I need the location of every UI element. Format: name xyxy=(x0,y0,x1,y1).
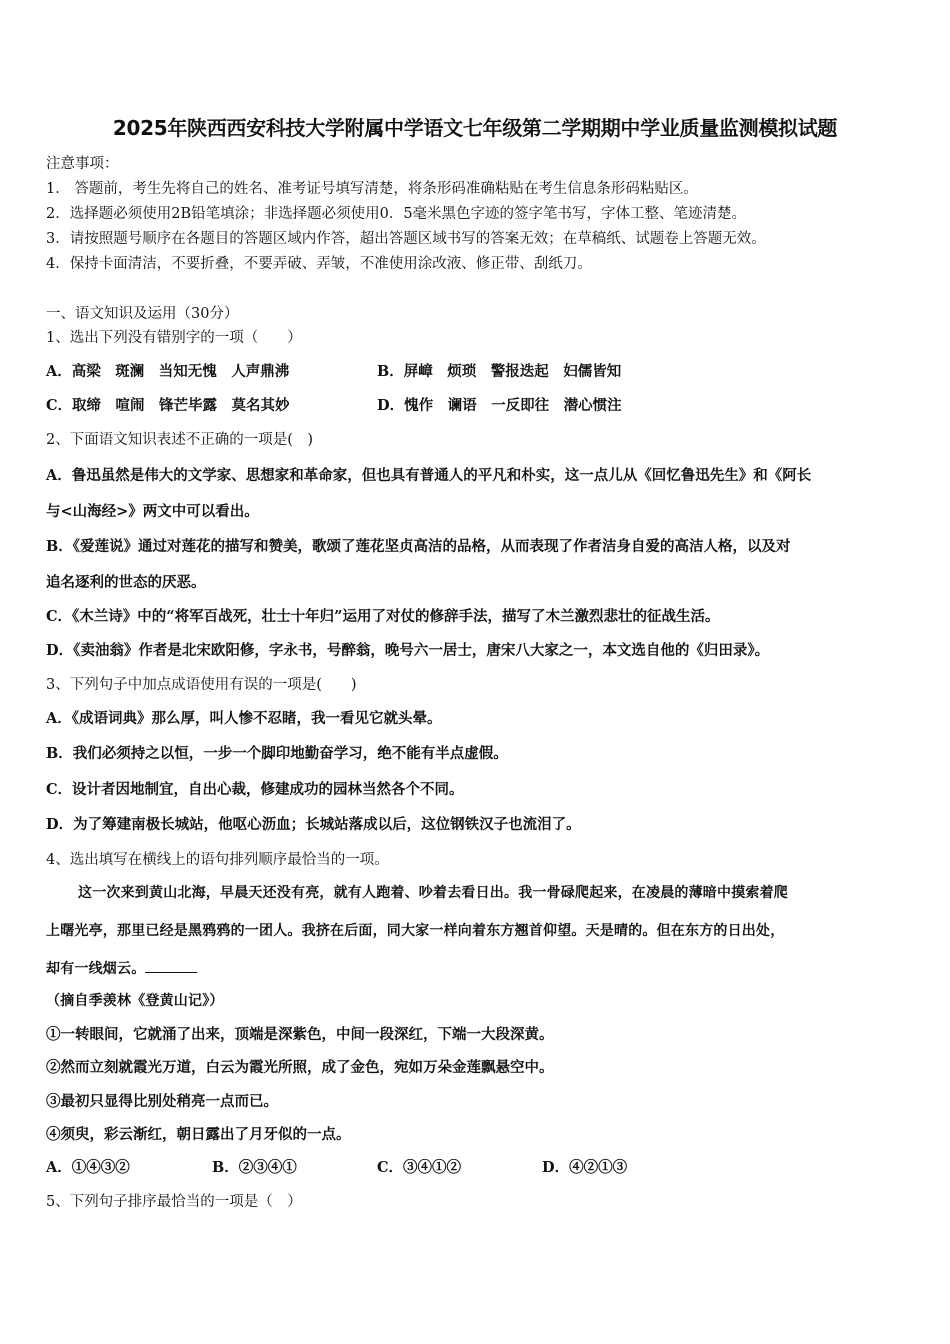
q3-option-a: A．《成语词典》那么厚，叫人惨不忍睹，我一看见它就头晕。 xyxy=(46,710,442,727)
q1-option-b: B．屏嶂 烦琐 警报迭起 妇儒皆知 xyxy=(377,363,622,380)
page-title: 2025年陕西西安科技大学附属中学语文七年级第二学期期中学业质量监测模拟试题 xyxy=(112,116,838,140)
q4-stem: 4、选出填写在横线上的语句排列顺序最恰当的一项。 xyxy=(46,852,389,868)
q4-sentence-4: ④须臾，彩云渐红，朝日露出了月牙似的一点。 xyxy=(46,1126,351,1143)
q3-option-d: D．为了筹建南极长城站，他呕心沥血；长城站落成以后，这位钢铁汉子也流泪了。 xyxy=(46,816,581,833)
q3-stem: 3、下列句子中加点成语使用有误的一项是( ) xyxy=(46,677,357,693)
q1-option-a: A．高梁 斑澜 当知无愧 人声鼎沸 xyxy=(46,363,290,380)
q4-passage-line1: 这一次来到黄山北海，早晨天还没有亮，就有人跑着、吵着去看日出。我一骨碌爬起来，在凌晨的薄暗中摸索着爬 xyxy=(78,885,788,901)
section-heading: 一、语文知识及运用（30分） xyxy=(46,306,239,322)
q2-option-a-line1: A．鲁迅虽然是伟大的文学家、思想家和革命家，但也具有普通人的平凡和朴实，这一点儿从《回忆鲁迅先生》和《阿长 xyxy=(46,467,812,484)
notice-item-1: 1． 答题前，考生先将自己的姓名、准考证号填写清楚，将条形码准确粘贴在考生信息条形码粘贴区。 xyxy=(46,181,698,197)
notice-item-2: 2．选择题必须使用2B铅笔填涂；非选择题必须使用0．5毫米黑色字迹的签字笔书写，字体工整、笔迹清楚。 xyxy=(46,206,747,222)
q2-option-b-line2: 追名逐利的世态的厌恶。 xyxy=(46,574,206,591)
q4-source: （摘自季羡林《登黄山记》） xyxy=(46,993,224,1009)
q4-option-c: C．③④①② xyxy=(377,1159,462,1176)
notice-item-4: 4．保持卡面清洁，不要折叠，不要弄破、弄皱，不准使用涂改液、修正带、刮纸刀。 xyxy=(46,256,592,272)
q2-option-b-line1: B．《爱莲说》通过对莲花的描写和赞美，歌颂了莲花坚贞高洁的品格，从而表现了作者洁身自爱的高洁人格，以及对 xyxy=(46,538,791,555)
q3-option-b: B．我们必须持之以恒，一步一个脚印地勤奋学习，绝不能有半点虚假。 xyxy=(46,745,508,762)
q4-option-d: D．④②①③ xyxy=(542,1159,628,1176)
q4-sentence-3: ③最初只显得比别处稍亮一点而已。 xyxy=(46,1093,278,1110)
q3-option-c: C．设计者因地制宜，自出心裁，修建成功的园林当然各个不同。 xyxy=(46,781,464,798)
q4-passage-line3: 却有一线烟云。 xyxy=(46,958,197,978)
q4-sentence-2: ②然而立刻就霞光万道，白云为霞光所照，成了金色，宛如万朵金莲飘悬空中。 xyxy=(46,1059,554,1076)
q4-passage-line2: 上曙光亭，那里已经是黑鸦鸦的一团人。我挤在后面，同大家一样向着东方翘首仰望。天是晴的。但在东方的日出处， xyxy=(46,923,785,939)
q1-option-c: C．取缔 喧闹 锋芒毕露 莫名其妙 xyxy=(46,397,290,414)
q4-sentence-1: ①一转眼间，它就涌了出来，顶端是深紫色，中间一段深红，下端一大段深黄。 xyxy=(46,1026,554,1043)
q5-stem: 5、下列句子排序最恰当的一项是（ ） xyxy=(46,1194,302,1210)
answer-blank xyxy=(145,960,197,973)
notice-item-3: 3．请按照题号顺序在各题目的答题区域内作答，超出答题区域书写的答案无效；在草稿纸、试题卷上答题无效。 xyxy=(46,231,766,247)
q4-option-a: A．①④③② xyxy=(46,1159,130,1176)
q4-option-b: B．②③④① xyxy=(212,1159,297,1176)
q2-option-a-line2: 与<山海经>》两文中可以看出。 xyxy=(46,503,259,520)
q2-stem: 2、下面语文知识表述不正确的一项是( ) xyxy=(46,432,314,448)
q2-option-c: C．《木兰诗》中的“将军百战死，壮士十年归”运用了对仗的修辞手法，描写了木兰激烈悲壮的征战生活。 xyxy=(46,608,720,625)
q2-option-d: D．《卖油翁》作者是北宋欧阳修，字永书，号醉翁，晚号六一居士，唐宋八大家之一，本文选自他的《归田录》。 xyxy=(46,642,770,659)
q1-stem: 1、选出下列没有错别字的一项（ ） xyxy=(46,330,302,346)
notice-heading: 注意事项： xyxy=(46,156,119,172)
q1-option-d: D．愧作 谰语 一反即往 潜心惯注 xyxy=(377,397,622,414)
